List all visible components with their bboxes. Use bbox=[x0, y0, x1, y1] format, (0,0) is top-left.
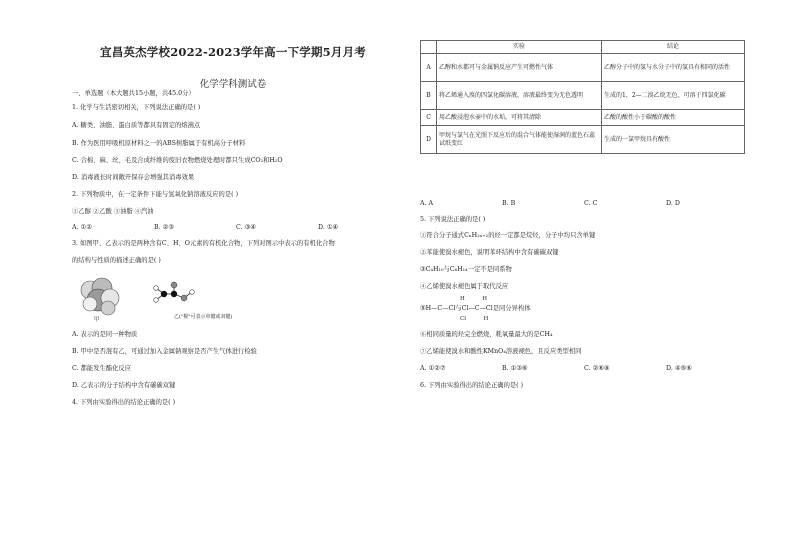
q5-statement-5-top: H H bbox=[460, 296, 488, 302]
row-experiment: 用乙酸浸泡水壶中的水垢，可将其清除 bbox=[437, 110, 602, 126]
q2-option-b: B. ②③ bbox=[154, 224, 174, 231]
row-experiment: 乙醇和水都可与金属钠反应产生可燃性气体 bbox=[437, 54, 602, 82]
experiment-table bbox=[420, 40, 745, 154]
q5-option-d: D. ④⑤⑥ bbox=[666, 365, 692, 372]
q5-option-b: B. ①③⑥ bbox=[502, 365, 528, 372]
row-experiment: 甲烷与氯气在光照下反应后的混合气体能使湿润的蓝色石蕊试纸变红 bbox=[437, 126, 602, 154]
left-column bbox=[72, 40, 394, 406]
q3-stem-line2: 的结构与性质的描述正确的是( ) bbox=[72, 257, 161, 264]
row-conclusion: 生成的一氯甲烷具有酸性 bbox=[602, 126, 745, 154]
q1-option-c: C. 合棉、麻、丝、毛及合成纤维的废旧衣物燃烧处理时都只生成CO₂和H₂O bbox=[72, 157, 283, 164]
table-row bbox=[421, 82, 745, 110]
q3-stem-line1: 3. 如图甲、乙表示的是两种含有C、H、O元素的有机化合物，下列对图示中表示的有机化合物 bbox=[72, 240, 335, 247]
table-row bbox=[421, 110, 745, 126]
exam-subtitle: 化学学科测试卷 bbox=[199, 79, 267, 90]
q5-statement-1: ①符合分子通式CₙH₂ₙ₊₂的烃一定都是烷烃，分子中均只含单键 bbox=[420, 232, 596, 239]
row-label: B bbox=[421, 82, 437, 110]
q5-statement-2: ②苯能使溴水褪色，说明苯环结构中含有碳碳双键 bbox=[420, 249, 559, 256]
q2-option-a: A. ①② bbox=[72, 224, 92, 231]
q5-statement-6: ⑥相同质量的烃完全燃烧，耗氧量最大的是CH₄ bbox=[420, 331, 553, 338]
q3-option-a: A. 表示的是同一种物质 bbox=[72, 331, 138, 338]
q4-option-c: C. C bbox=[584, 200, 598, 207]
exam-title: 宜昌英杰学校2022-2023学年高一下学期5月月考 bbox=[100, 45, 366, 59]
q4-option-b: B. B bbox=[502, 200, 516, 207]
q1-option-b: B. 作为医用呼吸机原材料之一的ABS树脂属于有机高分子材料 bbox=[72, 140, 246, 147]
row-conclusion: 生成的1，2—二溴乙烷无色、可溶于四氯化碳 bbox=[602, 82, 745, 110]
q1-option-d: D. 消毒液长时间敞开保存会增强其消毒效果 bbox=[72, 174, 195, 181]
q4-stem: 4. 下列由实验得出的结论正确的是( ) bbox=[72, 399, 176, 406]
table-row bbox=[421, 126, 745, 154]
table-header-row bbox=[421, 41, 745, 54]
q5-option-a: A. ①②⑦ bbox=[420, 365, 446, 372]
q5-statement-4: ④乙烯使溴水褪色属于取代反应 bbox=[420, 283, 509, 290]
table-header-empty bbox=[421, 41, 437, 54]
q2-option-d: D. ①④ bbox=[318, 224, 339, 231]
q6-stem: 6. 下列由实验得出的结论正确的是( ) bbox=[420, 382, 524, 389]
row-label: C bbox=[421, 110, 437, 126]
q3-option-b: B. 甲中是否混有乙，可通过加入金属钠观察是否产生气体进行检验 bbox=[72, 348, 257, 355]
section-heading: 一、单选题（本大题共15小题，共45.0分） bbox=[72, 90, 195, 97]
q5-statement-5: ⑤H—C—Cl与Cl—C—Cl是同分异构体 bbox=[420, 305, 531, 312]
q2-option-c: C. ③④ bbox=[236, 224, 256, 231]
figure-label-yi: 乙("棍"可表示单键或双键) bbox=[174, 314, 233, 320]
row-label: A bbox=[421, 54, 437, 82]
q5-option-c: C. ②⑥⑧ bbox=[584, 365, 610, 372]
row-conclusion: 乙醇分子中的氢与水分子中的氢具有相同的活性 bbox=[602, 54, 745, 82]
q4-option-d: D. D bbox=[666, 200, 680, 207]
table-row bbox=[421, 54, 745, 82]
q3-option-c: C. 都能发生酯化反应 bbox=[72, 365, 131, 372]
row-conclusion: 乙酸的酸性小于碳酸的酸性 bbox=[602, 110, 745, 126]
q5-stem: 5. 下列说法正确的是( ) bbox=[420, 216, 486, 223]
row-label: D bbox=[421, 126, 437, 154]
q2-stem: 2. 下列物质中，在一定条件下能与氢氧化钠溶液反应的是( ) bbox=[72, 191, 239, 198]
ball-and-stick-model-image bbox=[148, 280, 196, 310]
row-experiment: 将乙烯通入溴的四氯化碳溶液，溶液最终变为无色透明 bbox=[437, 82, 602, 110]
q5-statement-3: ③C₄H₁₀与C₆H₁₄一定不是同系物 bbox=[420, 266, 512, 273]
q5-statement-7: ⑦乙烯能使溴水和酸性KMnO₄溶液褪色，且反应类型相同 bbox=[420, 348, 582, 355]
q2-items: ①乙醇 ②乙酸 ③油脂 ④汽油 bbox=[72, 208, 154, 215]
q3-option-d: D. 乙表示的分子结构中含有碳碳双键 bbox=[72, 382, 176, 389]
q1-stem: 1. 化学与生活密切相关，下列说法正确的是( ) bbox=[72, 104, 201, 111]
table-header-conclusion: 结论 bbox=[602, 41, 745, 54]
q4-option-a: A. A bbox=[420, 200, 434, 207]
figure-label-jia: 甲 bbox=[94, 317, 100, 323]
q1-option-a: A. 糖类、油脂、蛋白质等都具有固定的熔沸点 bbox=[72, 122, 201, 129]
table-header-experiment: 实验 bbox=[437, 41, 602, 54]
q5-statement-5-bottom: Cl H bbox=[460, 316, 489, 322]
space-filling-model-image bbox=[76, 276, 126, 318]
